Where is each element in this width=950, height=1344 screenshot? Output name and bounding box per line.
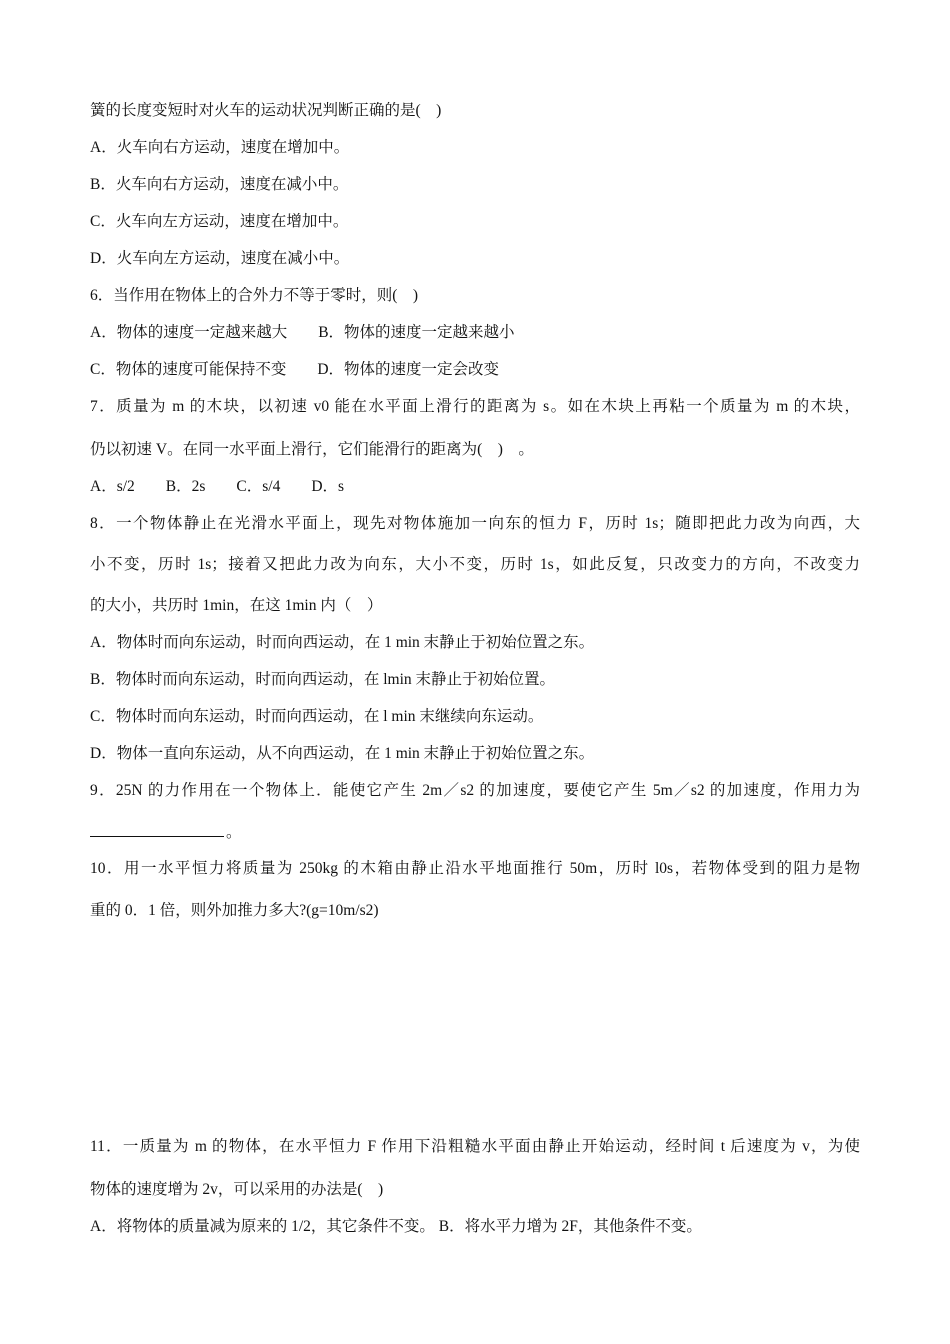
q8-option-a: A．物体时而向东运动，时而向西运动，在 1 min 末静止于初始位置之东。: [90, 634, 595, 651]
q11-options-ab: A．将物体的质量减为原来的 1/2，其它条件不变。 B．将水平力增为 2F，其他条件不变。: [90, 1218, 702, 1235]
q6-stem: 6．当作用在物体上的合外力不等于零时，则( ): [90, 287, 419, 304]
q7-options: A．s/2 B．2s C．s/4 D．s: [90, 478, 345, 495]
q9-answer-line: [90, 822, 242, 844]
q9-stem: 9．25N 的力作用在一个物体上．能使它产生 2m／s2 的加速度，要使它产生 5m／s2 的加速度，作用力为: [90, 782, 860, 799]
q5-option-c: C．火车向左方运动，速度在增加中。: [90, 213, 349, 230]
q10-stem-line2: 重的 0．1 倍，则外加推力多大?(g=10m/s2): [90, 902, 379, 919]
q5-stem-continued: 簧的长度变短时对火车的运动状况判断正确的是( ): [90, 102, 442, 119]
q8-stem-line2: 小不变，历时 1s；接着又把此力改为向东，大小不变，历时 1s，如此反复，只改变力的方向，不改变力: [90, 556, 860, 573]
q10-stem-line1: 10．用一水平恒力将质量为 250kg 的木箱由静止沿水平地面推行 50m，历时 l0s，若物体受到的阻力是物: [90, 860, 860, 877]
q8-option-b: B．物体时而向东运动，时而向西运动，在 lmin 末静止于初始位置。: [90, 671, 556, 688]
q11-stem-line2: 物体的速度增为 2v，可以采用的办法是( ): [90, 1181, 384, 1198]
q8-stem-line3: 的大小，共历时 1min，在这 1min 内（ ）: [90, 597, 383, 614]
q9-period: 。: [226, 824, 242, 841]
q6-options-ab: A．物体的速度一定越来越大 B．物体的速度一定越来越小: [90, 324, 515, 341]
q5-option-a: A．火车向右方运动，速度在增加中。: [90, 139, 350, 156]
answer-blank: [90, 822, 224, 837]
q5-option-d: D．火车向左方运动，速度在减小中。: [90, 250, 350, 267]
q7-stem-line1: 7．质量为 m 的木块，以初速 v0 能在水平面上滑行的距离为 s。如在木块上再粘一个质量为 m 的木块，: [90, 398, 860, 415]
q8-option-c: C．物体时而向东运动，时而向西运动，在 l min 末继续向东运动。: [90, 708, 544, 725]
q6-options-cd: C．物体的速度可能保持不变 D．物体的速度一定会改变: [90, 361, 500, 378]
q11-stem-line1: 11．一质量为 m 的物体，在水平恒力 F 作用下沿粗糙水平面由静止开始运动，经时间 t 后速度为 v，为使: [90, 1138, 860, 1155]
q8-option-d: D．物体一直向东运动，从不向西运动，在 1 min 末静止于初始位置之东。: [90, 745, 595, 762]
q8-stem-line1: 8．一个物体静止在光滑水平面上，现先对物体施加一向东的恒力 F，历时 1s；随即把此力改为向西，大: [90, 515, 860, 532]
q7-stem-line2: 仍以初速 V。在同一水平面上滑行，它们能滑行的距离为( ) 。: [90, 441, 534, 458]
q5-option-b: B．火车向右方运动，速度在减小中。: [90, 176, 349, 193]
